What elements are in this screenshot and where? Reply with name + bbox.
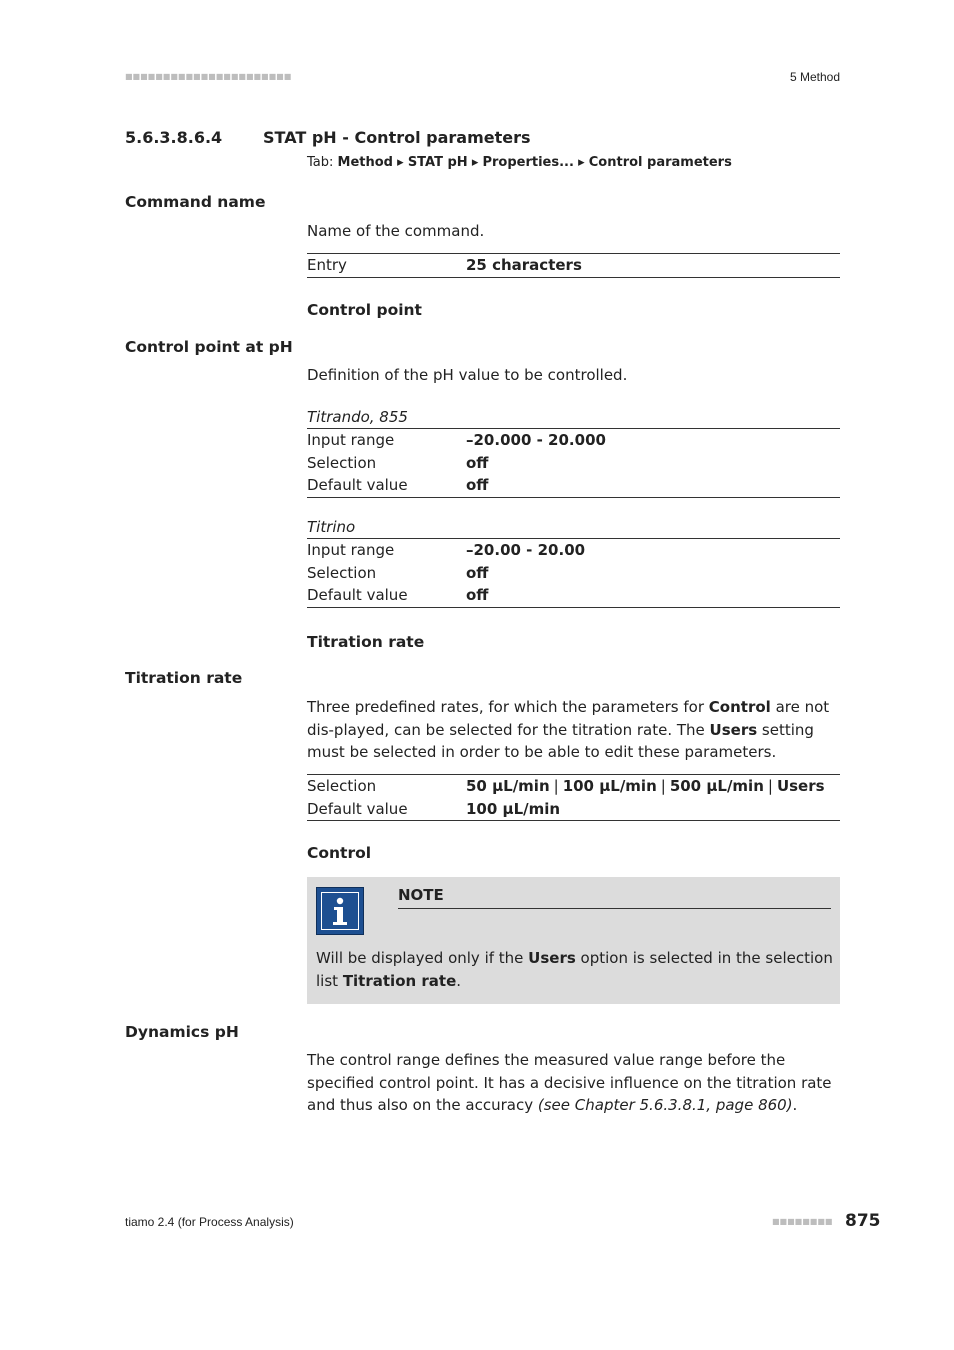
option: 100 µL/min [562,777,657,795]
table-row [307,429,840,452]
table-key: Selection [307,777,377,795]
table-value: off [466,586,489,604]
option: 50 µL/min [466,777,550,795]
breadcrumb-item: STAT pH [407,155,468,170]
option-separator: | [660,777,666,795]
table-key: Default value [307,586,408,604]
breadcrumb-item: Method [337,155,393,170]
table-row [307,452,840,475]
text-run: Three predefined rates, for which the parameters for [307,698,709,716]
text-run: option is selected in the selection list [316,949,833,990]
table-row [307,474,840,497]
param-description [307,1049,840,1117]
section-title: STAT pH - Control parameters [263,128,531,147]
table-key: Entry [307,256,347,274]
footer-decoration: ■■■■■■■■ [772,1217,833,1226]
table-value [466,775,825,798]
info-icon [316,887,364,935]
param-description: Definition of the pH value to be controlled. [307,366,628,384]
table-value: off [466,453,489,472]
param-table [307,406,840,498]
param-label-command-name: Command name [125,193,266,211]
text-run: . [792,1096,798,1114]
table-key: Input range [307,541,395,559]
param-label-control-point: Control point at pH [125,338,293,356]
footer-product: tiamo 2.4 (for Process Analysis) [125,1215,294,1229]
text-run: setting must be selected in order to be able to edit these parameters. [307,720,814,761]
table-key: Default value [307,799,408,818]
text-bold: Titration rate [342,971,457,990]
param-label-dynamics: Dynamics pH [125,1023,239,1041]
table-key: Selection [307,453,377,472]
header-decoration: ■■■■■■■■■■■■■■■■■■■■■■ [125,72,292,81]
param-description [307,696,840,764]
text-bold: Users [528,949,576,967]
table-key: Default value [307,476,408,494]
subheading-control-point: Control point [307,301,422,319]
table-value: off [466,476,489,494]
subheading-titration-rate: Titration rate [307,633,425,651]
option-separator: | [553,777,559,795]
section-number: 5.6.3.8.6.4 [125,128,223,147]
breadcrumb-separator: ▸ [578,155,585,170]
table-row [307,539,840,562]
table-caption: Titrando, 855 [307,408,408,426]
table-caption: Titrino [307,518,356,536]
param-table [307,253,840,278]
option: 500 µL/min [669,777,764,795]
table-key: Input range [307,431,395,449]
breadcrumb-separator: ▸ [471,155,479,170]
table-row [307,254,840,277]
page-number: 875 [845,1211,881,1231]
text-bold: Control [708,698,771,716]
breadcrumb-separator: ▸ [397,155,404,170]
param-table [307,516,840,608]
breadcrumb-item: Properties... [482,155,574,170]
tab-prefix: Tab: [307,155,334,170]
table-value: –20.000 - 20.000 [466,431,606,449]
option: Users [776,777,825,795]
text-bold: Users [709,720,758,739]
chapter-reference: (see Chapter 5.6.3.8.1, page 860) [537,1096,793,1114]
option-separator: | [767,777,773,795]
note-title: NOTE [398,886,444,904]
param-label-titration-rate: Titration rate [125,669,243,687]
table-row [307,775,840,798]
table-key: Selection [307,563,377,582]
header-chapter: 5 Method [789,70,840,84]
text-run: Will be displayed only if the [316,949,529,967]
param-description: Name of the command. [307,222,485,240]
tab-breadcrumb [307,155,732,170]
breadcrumb-item: Control parameters [588,155,732,170]
note-box [307,877,840,1004]
table-value: 100 µL/min [466,799,561,818]
table-value: –20.00 - 20.00 [466,541,586,559]
table-row [307,798,840,821]
text-run: . [456,971,462,990]
subheading-control: Control [307,844,372,862]
note-text [316,947,836,992]
table-row [307,584,840,607]
text-run: The control range defines the measured value range before the specified control point. It has a decisive influence on the titration rate and thus also on the accuracy [307,1051,832,1114]
param-table [307,774,840,821]
text-run: are not dis-played, can be selected for the titration rate. The [307,698,830,739]
table-value: off [466,563,489,582]
table-row [307,562,840,585]
table-value: 25 characters [466,256,582,274]
